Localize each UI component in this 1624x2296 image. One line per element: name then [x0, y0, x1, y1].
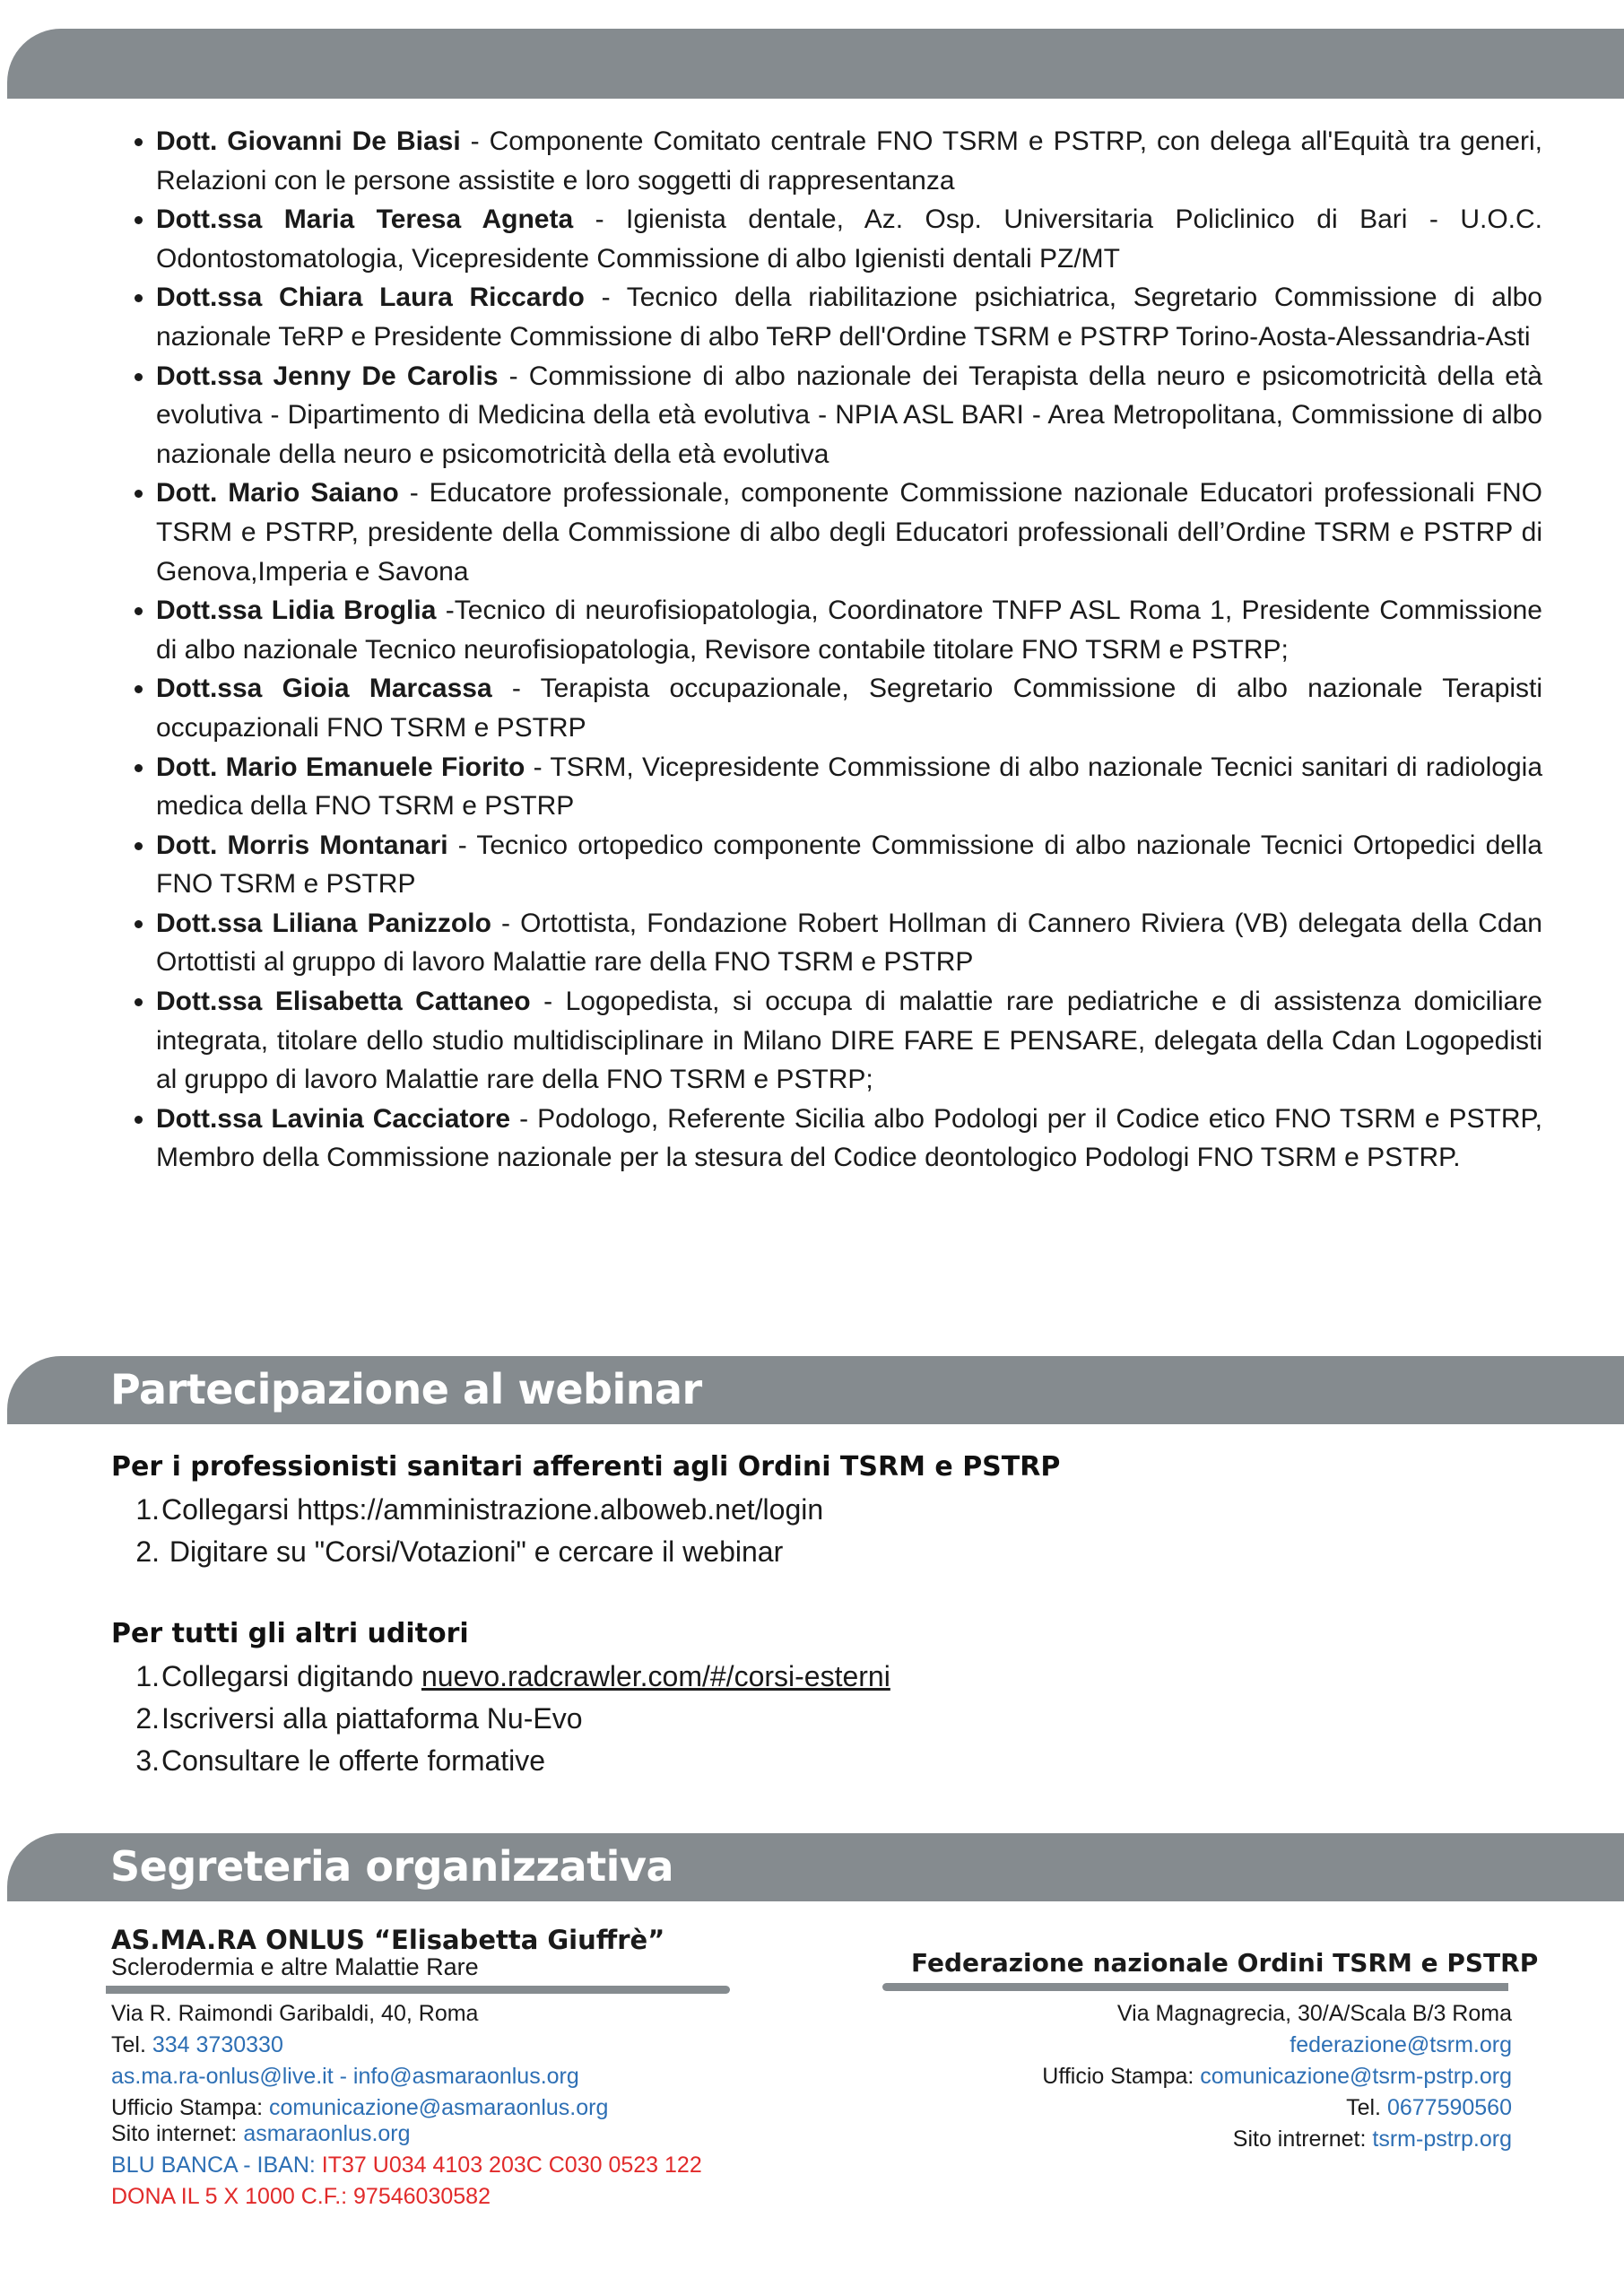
section-title-segreteria: Segreteria organizzativa — [110, 1842, 673, 1891]
federazione-tel-line — [897, 2092, 1512, 2124]
speaker-name: Dott. Giovanni De Biasi — [156, 126, 461, 156]
speaker-item — [156, 826, 1542, 904]
speaker-name: Dott.ssa Elisabetta Cattaneo — [156, 987, 531, 1017]
step-item — [133, 1531, 823, 1573]
speaker-item — [156, 669, 1542, 747]
speaker-item — [156, 122, 1542, 200]
divider-left — [106, 1986, 730, 1994]
step-text: Iscriversi alla piattaforma Nu-Evo — [161, 1702, 583, 1735]
asmara-tel-line — [111, 2030, 702, 2061]
speaker-name: Dott.ssa Chiara Laura Riccardo — [156, 283, 585, 313]
federazione-stampa-email[interactable]: comunicazione@tsrm-pstrp.org — [1200, 2064, 1512, 2089]
speaker-item — [156, 200, 1542, 278]
speaker-name: Dott.ssa Lavinia Cacciatore — [156, 1103, 511, 1134]
divider-right — [882, 1983, 1508, 1991]
speaker-role: - Componente Comitato centrale FNO TSRM e PSTRP, con delega all'Equità tra generi, Relazioni con le persone assistite e loro soggetti di rappresentanza — [156, 126, 1542, 196]
speaker-role: - Tecnico ortopedico componente Commissione di albo nazionale Tecnici Ortopedici della FNO TSRM e PSTRP — [156, 830, 1542, 900]
speaker-role: - TSRM, Vicepresidente Commissione di albo nazionale Tecnici sanitari di radiologia medica della FNO TSRM e PSTRP — [156, 752, 1543, 822]
speaker-role: - Tecnico della riabilitazione psichiatrica, Segretario Commissione di albo nazionale TeRP e Presidente Commissione di albo TeRP dell'Ordine TSRM e PSTRP Torino-Aosta-Alessandria-Asti — [156, 283, 1542, 352]
federazione-sito-label: Sito intrernet: — [1232, 2126, 1373, 2152]
speaker-name: Dott. Mario Emanuele Fiorito — [156, 752, 525, 782]
federazione-email[interactable]: federazione@tsrm.org — [1290, 2032, 1512, 2057]
step-text: Digitare su "Corsi/Votazioni" e cercare il webinar — [161, 1535, 784, 1568]
step-item — [133, 1656, 890, 1698]
speaker-name: Dott. Morris Montanari — [156, 830, 448, 860]
top-header-band — [7, 29, 1624, 99]
step-number: 1. — [135, 1493, 160, 1526]
step-text: Collegarsi https://amministrazione.alboweb.net/login — [161, 1493, 824, 1526]
section-title-webinar: Partecipazione al webinar — [110, 1365, 702, 1413]
asmara-tel-label: Tel. — [111, 2032, 152, 2057]
federazione-sito[interactable]: tsrm-pstrp.org — [1372, 2126, 1512, 2152]
speaker-item — [156, 1100, 1542, 1178]
federazione-stampa-label: Ufficio Stampa: — [1042, 2064, 1201, 2089]
speaker-item — [156, 748, 1542, 826]
speaker-name: Dott.ssa Jenny De Carolis — [156, 361, 499, 391]
federazione-stampa-line — [897, 2061, 1512, 2092]
asmara-sito-line — [111, 2118, 702, 2150]
asmara-iban: IT37 U034 4103 203C C030 0523 122 — [321, 2152, 702, 2178]
speaker-role: -Tecnico di neurofisiopatologia, Coordinatore TNFP ASL Roma 1, Presidente Commissione di albo nazionale Tecnico neurofisiopatologia, Revisore contabile titolare FNO TSRM e PSTRP; — [156, 596, 1542, 665]
asmara-title: AS.MA.RA ONLUS “Elisabetta Giuffrè” — [111, 1925, 665, 1955]
speaker-item — [156, 474, 1542, 591]
speaker-item — [156, 982, 1542, 1100]
section-band-webinar — [7, 1356, 1624, 1424]
step-text: Consultare le offerte formative — [161, 1744, 546, 1777]
speaker-role: - Podologo, Referente Sicilia albo Podologi per il Codice etico FNO TSRM e PSTRP, Membro della Commissione nazionale per la stesura del Codice deontologico Podologi FNO TSRM e PSTRP. — [156, 1103, 1542, 1173]
heading-professionisti: Per i professionisti sanitari afferenti agli Ordini TSRM e PSTRP — [111, 1451, 1061, 1483]
speaker-item — [156, 357, 1542, 474]
speaker-name: Dott.ssa Liliana Panizzolo — [156, 908, 491, 938]
step-item — [133, 1489, 823, 1531]
asmara-tel[interactable]: 334 3730330 — [152, 2032, 283, 2057]
asmara-stampa-email[interactable]: comunicazione@asmaraonlus.org — [269, 2095, 609, 2120]
heading-altri-uditori: Per tutti gli altri uditori — [111, 1618, 469, 1649]
speaker-name: Dott. Mario Saiano — [156, 478, 399, 509]
step-number: 1. — [135, 1660, 160, 1692]
step-item — [133, 1698, 890, 1740]
asmara-emails[interactable]: as.ma.ra-onlus@live.it - info@asmaraonlus.org — [111, 2064, 579, 2089]
speaker-role: - Commissione di albo nazionale dei Terapista della neuro e psicomotricità della età evolutiva - Dipartimento di Medicina della età evolutiva - NPIA ASL BARI - Area Metropolitana, Commissione di albo nazionale della neuro e psicomotricità della età evolutiva — [156, 361, 1542, 469]
federazione-sito-line — [897, 2124, 1512, 2155]
speaker-name: Dott.ssa Lidia Broglia — [156, 596, 437, 626]
speaker-name: Dott.ssa Maria Teresa Agneta — [156, 204, 574, 235]
step-number: 3. — [135, 1744, 160, 1777]
asmara-dona: DONA IL 5 X 1000 C.F.: 97546030582 — [111, 2184, 491, 2209]
asmara-iban-line — [111, 2150, 702, 2181]
steps-altri-uditori — [133, 1656, 890, 1782]
radcrawler-link[interactable]: nuevo.radcrawler.com/#/corsi-esterni — [421, 1660, 890, 1692]
speaker-role: - Terapista occupazionale, Segretario Commissione di albo nazionale Terapisti occupazionali FNO TSRM e PSTRP — [156, 674, 1542, 743]
speaker-item — [156, 591, 1542, 669]
asmara-subtitle: Sclerodermia e altre Malattie Rare — [111, 1953, 479, 1980]
speaker-item — [156, 278, 1542, 356]
step-item — [133, 1740, 890, 1782]
asmara-sito[interactable]: asmaraonlus.org — [243, 2121, 411, 2146]
step-number: 2. — [135, 1535, 160, 1568]
federazione-tel[interactable]: 0677590560 — [1386, 2095, 1512, 2120]
speaker-role: - Logopedista, si occupa di malattie rare pediatriche e di assistenza domiciliare integrata, titolare dello studio multidisciplinare in Milano DIRE FARE E PENSARE, delegata della Cdan Logopedisti al gruppo di lavoro Malattie rare della FNO TSRM e PSTRP; — [156, 987, 1542, 1095]
section-band-segreteria — [7, 1833, 1624, 1901]
step-text: Collegarsi digitando — [161, 1660, 421, 1692]
asmara-iban-label: BLU BANCA - IBAN: — [111, 2152, 322, 2178]
step-number: 2. — [135, 1702, 160, 1735]
federazione-contacts — [897, 1998, 1512, 2155]
speaker-role: - Educatore professionale, componente Commissione nazionale Educatori professionali FNO TSRM e PSTRP, presidente della Commissione di albo degli Educatori professionali dell’Ordine TSRM e PSTRP di Genova,Imperia e Savona — [156, 478, 1542, 587]
federazione-tel-label: Tel. — [1346, 2095, 1387, 2120]
speaker-list — [127, 122, 1542, 1178]
federazione-title: Federazione nazionale Ordini TSRM e PSTRP — [911, 1948, 1539, 1978]
steps-professionisti — [133, 1489, 823, 1573]
speaker-role: - Igienista dentale, Az. Osp. Universitaria Policlinico di Bari - U.O.C. Odontostomatologia, Vicepresidente Commissione di albo Igienisti dentali PZ/MT — [156, 204, 1542, 274]
asmara-address: Via R. Raimondi Garibaldi, 40, Roma — [111, 2001, 479, 2026]
federazione-address: Via Magnagrecia, 30/A/Scala B/3 Roma — [1116, 2001, 1512, 2026]
asmara-sito-label: Sito internet: — [111, 2121, 244, 2146]
speaker-item — [156, 904, 1542, 982]
speaker-name: Dott.ssa Gioia Marcassa — [156, 674, 492, 704]
asmara-contacts — [111, 1998, 702, 2213]
asmara-stampa-label: Ufficio Stampa: — [111, 2095, 270, 2120]
speaker-role: - Ortottista, Fondazione Robert Hollman di Cannero Riviera (VB) delegata della Cdan Ortottisti al gruppo di lavoro Malattie rare della FNO TSRM e PSTRP — [156, 908, 1542, 978]
